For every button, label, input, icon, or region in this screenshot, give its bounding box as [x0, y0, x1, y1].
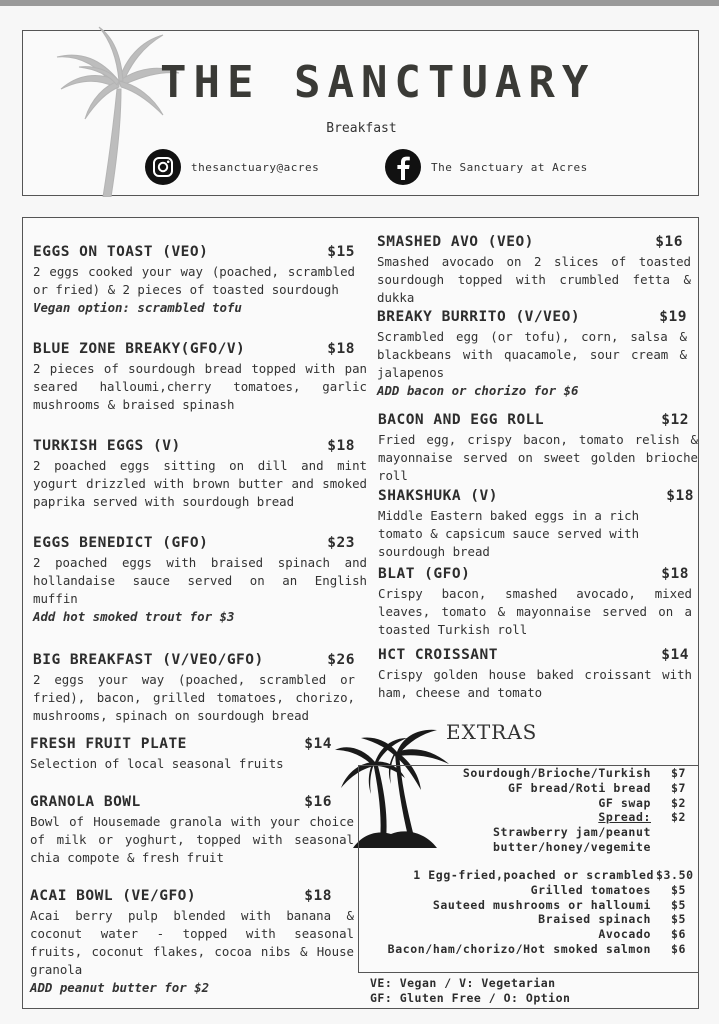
extras-item-price: $2 [671, 796, 687, 810]
extras-item-label: Sourdough/Brioche/Turkish [462, 766, 651, 780]
item-note: Vegan option: scrambled tofu [33, 300, 242, 315]
legend-line: GF: Gluten Free / O: Option [370, 991, 571, 1005]
facebook-link[interactable] [385, 149, 588, 185]
item-name: GRANOLA BOWL [30, 794, 141, 810]
item-price: $18 [304, 888, 332, 904]
item-name: BLAT (GFO) [378, 566, 471, 582]
item-description: 2 eggs your way (poached, scrambled or fried), bacon, grilled tomatoes, chorizo, mushrooms, spinach on sourdough bread [33, 672, 355, 723]
menu-item [378, 566, 692, 639]
item-price: $18 [327, 438, 355, 454]
item-price: $19 [659, 309, 687, 325]
menu-item [33, 438, 367, 511]
facebook-page-name: The Sanctuary at Acres [431, 160, 588, 174]
item-price: $16 [655, 234, 683, 250]
item-name: BLUE ZONE BREAKY(GFO/V) [33, 341, 246, 357]
item-description: Scrambled egg (or tofu), corn, salsa & blackbeans with quacamole, sour cream & jalapenos [377, 329, 687, 380]
facebook-icon [385, 149, 421, 185]
item-name: FRESH FRUIT PLATE [30, 736, 187, 752]
item-description: Acai berry pulp blended with banana & coconut water - topped with seasonal fruits, coconut flakes, cocoa nibs & House granola [30, 908, 354, 977]
item-name: BREAKY BURRITO (V/VEO) [377, 309, 581, 325]
item-name: EGGS BENEDICT (GFO) [33, 535, 209, 551]
item-name: SHAKSHUKA (V) [378, 488, 498, 504]
item-description: Crispy golden house baked croissant with ham, cheese and tomato [378, 667, 692, 700]
menu-item [33, 341, 367, 414]
extras-item-label: butter/honey/vegemite [493, 840, 651, 854]
extras-item-price: $3.50 [656, 868, 694, 882]
menu-item [377, 309, 687, 400]
extras-item-price: $5 [671, 883, 687, 897]
extras-item-label: GF swap [598, 796, 651, 810]
item-note: ADD peanut butter for $2 [30, 980, 210, 995]
menu-item [377, 234, 691, 307]
menu-item [33, 535, 367, 626]
restaurant-title: THE SANCTUARY [160, 57, 596, 108]
item-price: $18 [666, 488, 694, 504]
extras-item-label: Spread: [598, 810, 651, 824]
extras-item-label: Sauteed mushrooms or halloumi [432, 898, 651, 912]
item-description: Smashed avocado on 2 slices of toasted sourdough topped with crumbled fetta & dukka [377, 254, 691, 305]
item-name: HCT CROISSANT [378, 647, 498, 663]
item-description: Middle Eastern baked eggs in a rich tomato & capsicum sauce served with sourdough bread [378, 508, 640, 559]
extras-item-price: $5 [671, 898, 687, 912]
extras-item-label: Avocado [598, 927, 651, 941]
extras-heading: EXTRAS [446, 720, 538, 744]
item-description: Crispy bacon, smashed avocado, mixed leaves, tomato & mayonnaise served on a toasted Turkish roll [378, 586, 692, 637]
menu-item [378, 647, 692, 702]
extras-item-label: GF bread/Roti bread [508, 781, 651, 795]
menu-item [33, 244, 355, 317]
instagram-handle: thesanctuary@acres [191, 160, 320, 174]
item-name: TURKISH EGGS (V) [33, 438, 181, 454]
item-name: EGGS ON TOAST (VEO) [33, 244, 209, 260]
extras-item-label: Braised spinach [538, 912, 651, 926]
item-price: $26 [327, 652, 355, 668]
item-description: 2 eggs cooked your way (poached, scrambled or fried) & 2 pieces of toasted sourdough [33, 264, 355, 297]
item-name: BACON AND EGG ROLL [378, 412, 545, 428]
extras-item-price: $7 [671, 766, 687, 780]
dietary-legend [370, 976, 570, 1006]
item-price: $15 [327, 244, 355, 260]
extras-item-label: Grilled tomatoes [530, 883, 651, 897]
extras-item-price: $6 [671, 927, 687, 941]
item-price: $14 [661, 647, 689, 663]
menu-item [378, 488, 694, 561]
extras-item-label: Strawberry jam/peanut [493, 825, 651, 839]
item-description: Bowl of Housemade granola with your choice of milk or yoghurt, topped with seasonal chia compote & fresh fruit [30, 814, 354, 865]
extras-item-price: $5 [671, 912, 687, 926]
extras-item-label: 1 Egg-fried,poached or scrambled [413, 868, 654, 882]
item-name: SMASHED AVO (VEO) [377, 234, 534, 250]
menu-item [33, 652, 355, 725]
item-description: Selection of local seasonal fruits [30, 756, 284, 771]
item-description: Fried egg, crispy bacon, tomato relish & mayonnaise served on sweet golden brioche roll [378, 432, 698, 483]
item-name: ACAI BOWL (VE/GFO) [30, 888, 197, 904]
menu-item [30, 794, 354, 867]
menu-item [30, 736, 332, 773]
item-note: ADD bacon or chorizo for $6 [377, 383, 579, 398]
extras-item-price: $7 [671, 781, 687, 795]
header-card [22, 30, 699, 196]
extras-item-label: Bacon/ham/chorizo/Hot smoked salmon [387, 942, 651, 956]
item-description: 2 poached eggs sitting on dill and mint yogurt drizzled with brown butter and smoked paprika served with sourdough bread [33, 458, 367, 509]
extras-item-price: $2 [671, 810, 687, 824]
item-description: 2 pieces of sourdough bread topped with pan seared halloumi,cherry tomatoes, garlic mushrooms & braised spinash [33, 361, 367, 412]
item-price: $23 [327, 535, 355, 551]
item-price: $18 [661, 566, 689, 582]
extras-item-price: $6 [671, 942, 687, 956]
item-price: $12 [661, 412, 689, 428]
instagram-icon [145, 149, 181, 185]
menu-item [30, 888, 354, 997]
item-name: BIG BREAKFAST (V/VEO/GFO) [33, 652, 264, 668]
item-note: Add hot smoked trout for $3 [33, 609, 235, 624]
legend-line: VE: Vegan / V: Vegetarian [370, 976, 556, 990]
menu-item [378, 412, 698, 485]
menu-subtitle: Breakfast [326, 121, 397, 136]
instagram-link[interactable] [145, 149, 319, 185]
item-description: 2 poached eggs with braised spinach and hollandaise sauce served on an English muffin [33, 555, 367, 606]
item-price: $14 [304, 736, 332, 752]
item-price: $16 [304, 794, 332, 810]
item-price: $18 [327, 341, 355, 357]
